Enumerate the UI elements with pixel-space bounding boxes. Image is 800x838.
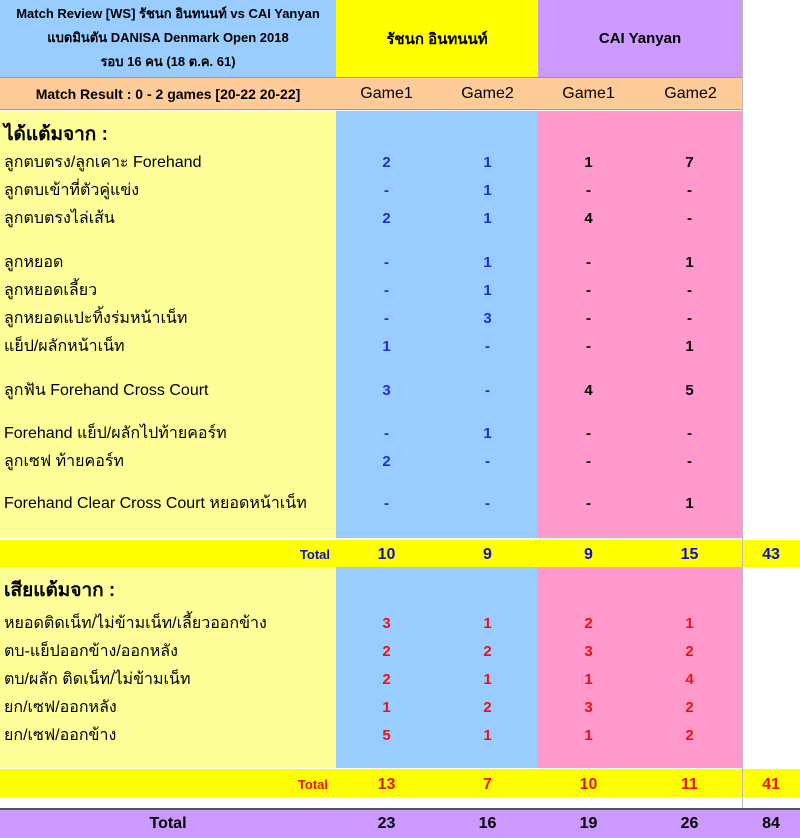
won-value: 1 [584, 154, 593, 171]
won-value: 1 [483, 182, 492, 199]
lost-value: 2 [584, 615, 593, 632]
lost-value: 5 [382, 727, 391, 744]
lost-total-label: Total [297, 777, 328, 792]
points-lost-title: เสียแต้มจาก : [4, 580, 116, 601]
won-value: 4 [584, 382, 593, 399]
won-value: 2 [382, 453, 391, 470]
game-header-p2-g1: Game1 [562, 84, 615, 102]
won-value: - [586, 495, 591, 512]
header-title-line3: รอบ 16 คน (18 ต.ค. 61) [100, 53, 236, 69]
lost-value: 2 [685, 727, 694, 744]
table-right-border [742, 0, 743, 808]
lost-value: 2 [382, 671, 391, 688]
won-value: 1 [483, 210, 492, 227]
won-row-label: Forehand Clear Cross Court หยอดหน้าเน็ท [4, 495, 307, 512]
lost-value: 3 [584, 643, 593, 660]
won-total-value: 9 [483, 546, 492, 563]
won-grand-total: 43 [762, 546, 780, 563]
lost-value: 1 [483, 615, 492, 632]
won-row-label: ลูกหยอดเลี้ยว [4, 282, 98, 299]
won-value: - [485, 495, 490, 512]
won-row-label: ลูกเซฟ ท้ายคอร์ท [4, 453, 124, 470]
won-row-label: ลูกฟัน Forehand Cross Court [4, 382, 209, 399]
won-value: 7 [685, 154, 694, 171]
won-value: - [687, 282, 692, 299]
won-value: - [384, 495, 389, 512]
final-total-value: 26 [680, 815, 699, 832]
lost-value: 2 [483, 699, 492, 716]
won-value: 4 [584, 210, 593, 227]
won-value: 5 [685, 382, 694, 399]
won-value: 1 [685, 254, 694, 271]
won-value: 1 [483, 154, 492, 171]
won-value: - [485, 382, 490, 399]
won-value: 2 [382, 154, 391, 171]
won-value: - [586, 182, 591, 199]
lost-value: 1 [584, 727, 593, 744]
won-total-value: 10 [377, 546, 396, 563]
won-value: 1 [382, 338, 391, 355]
match-result-label: Match Result : 0 - 2 games [20-22 20-22] [35, 85, 301, 102]
lost-grand-total: 41 [762, 776, 780, 793]
lost-row-label: ตบ/ผลัก ติดเน็ท/ไม่ข้ามเน็ท [4, 671, 191, 688]
won-value: - [384, 282, 389, 299]
lost-value: 3 [584, 699, 593, 716]
won-row-label: ลูกหยอด [4, 254, 64, 271]
lost-value: 1 [685, 615, 694, 632]
won-total-value: 15 [680, 546, 699, 563]
won-value: - [586, 254, 591, 271]
won-total-label: Total [299, 547, 330, 562]
game-header-p1-g1: Game1 [360, 84, 413, 102]
final-total-value: 23 [377, 815, 396, 832]
lost-total-value: 13 [377, 776, 396, 793]
lost-value: 2 [382, 643, 391, 660]
lost-row-label: หยอดติดเน็ท/ไม่ข้ามเน็ท/เลี้ยวออกข้าง [4, 615, 267, 632]
lost-row-label: ตบ-แย็ปออกข้าง/ออกหลัง [4, 643, 178, 660]
won-value: - [586, 282, 591, 299]
won-value: - [485, 338, 490, 355]
final-total-label: Total [149, 815, 187, 832]
won-value: 3 [483, 310, 492, 327]
won-value: - [485, 453, 490, 470]
won-value: 1 [483, 282, 492, 299]
won-value: - [384, 254, 389, 271]
lost-value: 2 [483, 643, 492, 660]
lost-value: 2 [685, 699, 694, 716]
header-player2: CAI Yanyan [538, 0, 742, 77]
won-value: - [687, 453, 692, 470]
won-value: - [687, 425, 692, 442]
header-title-line2: แบดมินตัน DANISA Denmark Open 2018 [47, 29, 289, 45]
lost-total-value: 11 [681, 776, 698, 793]
won-value: - [687, 182, 692, 199]
won-value: - [586, 453, 591, 470]
won-value: 3 [382, 382, 391, 399]
won-value: - [384, 425, 389, 442]
lost-row-label: ยก/เซฟ/ออกข้าง [4, 727, 117, 744]
won-row-label: แย็ป/ผลักหน้าเน็ท [4, 338, 125, 355]
header-title-line1: Match Review [WS] รัชนก อินทนนท์ vs CAI Yanyan [16, 5, 320, 21]
lost-value: 4 [685, 671, 694, 688]
final-grand-total: 84 [762, 815, 780, 832]
lost-value: 2 [685, 643, 694, 660]
won-row-label: ลูกตบตรง/ลูกเคาะ Forehand [4, 154, 202, 171]
won-value: 2 [382, 210, 391, 227]
won-value: 1 [483, 254, 492, 271]
won-row-label: ลูกตบเข้าที่ตัวคู่แข่ง [4, 182, 140, 199]
won-row-label: ลูกหยอดแปะทิ้งร่มหน้าเน็ท [4, 310, 188, 327]
won-value: - [586, 338, 591, 355]
lost-value: 3 [382, 615, 391, 632]
won-value: 1 [685, 495, 694, 512]
header-player1: รัชนก อินทนนท์ [336, 0, 538, 77]
won-value: - [687, 210, 692, 227]
won-value: - [384, 310, 389, 327]
won-value: - [586, 310, 591, 327]
lost-value: 1 [584, 671, 593, 688]
lost-value: 1 [483, 671, 492, 688]
won-row-label: Forehand แย็ป/ผลักไปท้ายคอร์ท [4, 425, 227, 442]
game-header-p1-g2: Game2 [461, 84, 514, 102]
lost-total-value: 7 [483, 776, 492, 793]
won-value: - [586, 425, 591, 442]
lost-total-value: 10 [579, 776, 598, 793]
won-value: 1 [685, 338, 694, 355]
won-row-label: ลูกตบตรงไล่เส้น [4, 210, 115, 227]
points-won-title: ได้แต้มจาก : [4, 124, 108, 145]
lost-row-label: ยก/เซฟ/ออกหลัง [4, 699, 117, 716]
lost-value: 1 [382, 699, 391, 716]
final-total-value: 16 [478, 815, 497, 832]
game-header-p2-g2: Game2 [664, 84, 717, 102]
final-total-value: 19 [579, 815, 598, 832]
won-value: - [384, 182, 389, 199]
won-value: 1 [483, 425, 492, 442]
won-total-value: 9 [584, 546, 593, 563]
won-value: - [687, 310, 692, 327]
lost-value: 1 [483, 727, 492, 744]
